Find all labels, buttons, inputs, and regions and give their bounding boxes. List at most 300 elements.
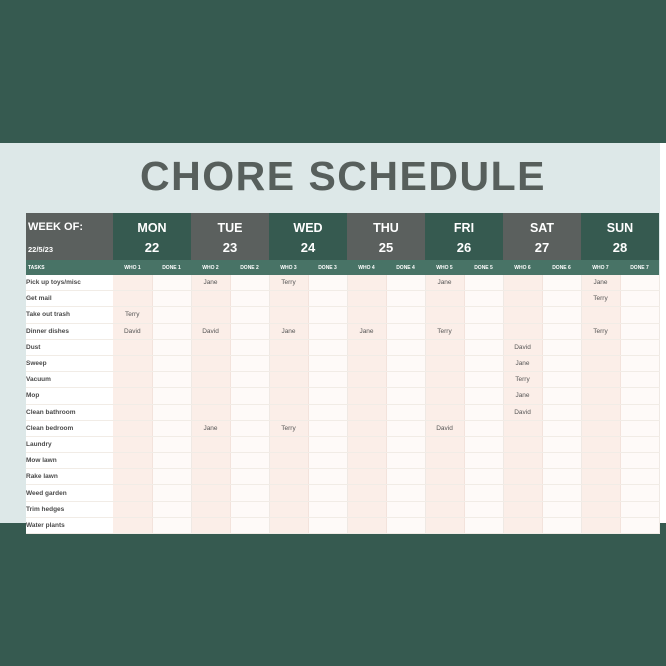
done-cell[interactable]: [152, 355, 191, 371]
done-cell[interactable]: [464, 275, 503, 291]
done-cell[interactable]: [542, 436, 581, 452]
day-name: MON: [137, 221, 167, 235]
who-cell[interactable]: [191, 291, 230, 307]
done-cell[interactable]: [230, 469, 269, 485]
day-name: THU: [373, 221, 399, 235]
done-cell[interactable]: [542, 404, 581, 420]
done-cell[interactable]: [386, 453, 425, 469]
done-cell[interactable]: [230, 372, 269, 388]
who-cell[interactable]: [191, 388, 230, 404]
day-header-row: [26, 213, 659, 260]
done-cell[interactable]: [464, 388, 503, 404]
who-cell[interactable]: [191, 436, 230, 452]
done-cell[interactable]: [230, 404, 269, 420]
done-cell[interactable]: [230, 436, 269, 452]
done-cell[interactable]: [308, 323, 347, 339]
done-cell[interactable]: [620, 388, 659, 404]
who-cell[interactable]: [113, 485, 152, 501]
who-cell[interactable]: [269, 469, 308, 485]
who-cell[interactable]: [347, 307, 386, 323]
done-cell[interactable]: [386, 339, 425, 355]
done-column-header[interactable]: DONE 1: [152, 260, 191, 275]
done-cell[interactable]: [386, 275, 425, 291]
table-row: [26, 307, 659, 323]
who-cell[interactable]: [113, 501, 152, 517]
who-column-header[interactable]: WHO 2: [191, 260, 230, 275]
who-cell[interactable]: [425, 388, 464, 404]
done-cell[interactable]: [230, 388, 269, 404]
done-cell[interactable]: [386, 372, 425, 388]
who-cell[interactable]: David: [425, 420, 464, 436]
done-cell[interactable]: [386, 307, 425, 323]
who-cell[interactable]: [269, 453, 308, 469]
done-cell[interactable]: [542, 388, 581, 404]
done-cell[interactable]: [542, 339, 581, 355]
who-cell[interactable]: Jane: [503, 388, 542, 404]
who-cell[interactable]: [503, 517, 542, 533]
who-cell[interactable]: Jane: [191, 275, 230, 291]
day-number: 22: [144, 240, 160, 255]
who-cell[interactable]: David: [503, 404, 542, 420]
done-cell[interactable]: [152, 339, 191, 355]
who-cell[interactable]: [113, 436, 152, 452]
who-cell[interactable]: [191, 307, 230, 323]
done-cell[interactable]: [620, 517, 659, 533]
done-cell[interactable]: [230, 485, 269, 501]
who-cell[interactable]: [269, 339, 308, 355]
who-cell[interactable]: [191, 517, 230, 533]
done-cell[interactable]: [386, 469, 425, 485]
done-cell[interactable]: [620, 469, 659, 485]
week-of-label: WEEK OF:: [28, 221, 83, 233]
who-cell[interactable]: [347, 469, 386, 485]
task-name-cell[interactable]: Mop: [26, 388, 113, 404]
table-row: [26, 404, 659, 420]
done-cell[interactable]: [152, 388, 191, 404]
done-cell[interactable]: [230, 517, 269, 533]
done-cell[interactable]: [464, 404, 503, 420]
done-cell[interactable]: [464, 453, 503, 469]
who-cell[interactable]: [581, 420, 620, 436]
who-cell[interactable]: [503, 453, 542, 469]
done-cell[interactable]: [464, 420, 503, 436]
day-header-fri[interactable]: [425, 213, 503, 260]
done-cell[interactable]: [620, 436, 659, 452]
done-column-header[interactable]: DONE 4: [386, 260, 425, 275]
done-cell[interactable]: [464, 291, 503, 307]
done-cell[interactable]: [620, 339, 659, 355]
done-cell[interactable]: [464, 307, 503, 323]
who-cell[interactable]: [113, 404, 152, 420]
who-cell[interactable]: [113, 275, 152, 291]
table-row: [26, 501, 659, 517]
done-cell[interactable]: [620, 307, 659, 323]
done-cell[interactable]: [542, 355, 581, 371]
table-row: [26, 275, 659, 291]
who-cell[interactable]: [425, 453, 464, 469]
who-cell[interactable]: Jane: [191, 420, 230, 436]
day-name: WED: [293, 221, 323, 235]
who-column-header[interactable]: WHO 7: [581, 260, 620, 275]
done-cell[interactable]: [542, 291, 581, 307]
who-cell[interactable]: [503, 501, 542, 517]
table-row: [26, 323, 659, 339]
done-cell[interactable]: [308, 388, 347, 404]
who-cell[interactable]: [347, 501, 386, 517]
task-name-cell[interactable]: Rake lawn: [26, 469, 113, 485]
who-cell[interactable]: [347, 388, 386, 404]
table-row: [26, 453, 659, 469]
who-cell[interactable]: [113, 420, 152, 436]
table-row: [26, 291, 659, 307]
who-cell[interactable]: David: [503, 339, 542, 355]
who-cell[interactable]: [425, 469, 464, 485]
task-name-cell[interactable]: Weed garden: [26, 485, 113, 501]
who-cell[interactable]: [191, 404, 230, 420]
day-header-wed[interactable]: [269, 213, 347, 260]
who-cell[interactable]: Terry: [581, 323, 620, 339]
task-name-cell[interactable]: Water plants: [26, 517, 113, 533]
who-cell[interactable]: Jane: [503, 355, 542, 371]
done-cell[interactable]: [620, 372, 659, 388]
who-cell[interactable]: [347, 436, 386, 452]
done-cell[interactable]: [620, 323, 659, 339]
done-cell[interactable]: [308, 307, 347, 323]
page-title: CHORE SCHEDULE: [140, 153, 546, 199]
who-cell[interactable]: [581, 436, 620, 452]
who-column-header[interactable]: WHO 4: [347, 260, 386, 275]
task-name-cell[interactable]: Sweep: [26, 355, 113, 371]
day-number: 23: [222, 240, 238, 255]
who-cell[interactable]: [269, 372, 308, 388]
day-number: 26: [456, 240, 472, 255]
who-column-header[interactable]: WHO 5: [425, 260, 464, 275]
done-cell[interactable]: [152, 469, 191, 485]
day-number: 28: [612, 240, 628, 255]
who-cell[interactable]: [581, 404, 620, 420]
who-column-header[interactable]: WHO 6: [503, 260, 542, 275]
who-cell[interactable]: Terry: [581, 291, 620, 307]
done-cell[interactable]: [620, 404, 659, 420]
done-cell[interactable]: [152, 372, 191, 388]
done-column-header[interactable]: DONE 5: [464, 260, 503, 275]
day-name: TUE: [217, 221, 243, 235]
who-cell[interactable]: [113, 372, 152, 388]
task-name-cell[interactable]: Take out trash: [26, 307, 113, 323]
table-row: [26, 436, 659, 452]
who-cell[interactable]: [581, 355, 620, 371]
done-cell[interactable]: [464, 501, 503, 517]
who-cell[interactable]: [113, 453, 152, 469]
day-header-tue[interactable]: [191, 213, 269, 260]
who-cell[interactable]: Terry: [269, 420, 308, 436]
chore-table: [26, 213, 660, 534]
who-cell[interactable]: [503, 469, 542, 485]
done-cell[interactable]: [386, 355, 425, 371]
done-cell[interactable]: [620, 420, 659, 436]
done-cell[interactable]: [230, 307, 269, 323]
who-cell[interactable]: [581, 388, 620, 404]
done-cell[interactable]: [230, 355, 269, 371]
done-cell[interactable]: [464, 355, 503, 371]
day-name: FRI: [453, 221, 475, 235]
done-cell[interactable]: [386, 436, 425, 452]
done-cell[interactable]: [230, 275, 269, 291]
done-cell[interactable]: [386, 404, 425, 420]
who-cell[interactable]: [269, 436, 308, 452]
done-cell[interactable]: [308, 372, 347, 388]
day-number: 27: [534, 240, 550, 255]
done-cell[interactable]: [308, 275, 347, 291]
task-name-cell[interactable]: Mow lawn: [26, 453, 113, 469]
who-cell[interactable]: [113, 355, 152, 371]
done-cell[interactable]: [386, 323, 425, 339]
who-cell[interactable]: [503, 323, 542, 339]
who-cell[interactable]: [113, 339, 152, 355]
who-cell[interactable]: [581, 469, 620, 485]
who-cell[interactable]: [269, 517, 308, 533]
who-cell[interactable]: [191, 453, 230, 469]
day-number: 24: [300, 240, 316, 255]
who-cell[interactable]: [269, 291, 308, 307]
done-cell[interactable]: [464, 469, 503, 485]
done-cell[interactable]: [542, 275, 581, 291]
done-cell[interactable]: [308, 291, 347, 307]
who-cell[interactable]: [425, 339, 464, 355]
done-cell[interactable]: [152, 275, 191, 291]
who-cell[interactable]: [503, 420, 542, 436]
who-cell[interactable]: [347, 291, 386, 307]
who-cell[interactable]: [269, 404, 308, 420]
done-cell[interactable]: [230, 323, 269, 339]
task-name-cell[interactable]: Clean bathroom: [26, 404, 113, 420]
who-cell[interactable]: [347, 404, 386, 420]
who-cell[interactable]: [581, 307, 620, 323]
task-name-cell[interactable]: Get mail: [26, 291, 113, 307]
done-cell[interactable]: [230, 501, 269, 517]
who-cell[interactable]: [191, 339, 230, 355]
who-cell[interactable]: [503, 275, 542, 291]
who-cell[interactable]: [347, 339, 386, 355]
done-cell[interactable]: [464, 339, 503, 355]
who-cell[interactable]: [581, 339, 620, 355]
who-cell[interactable]: [113, 517, 152, 533]
done-cell[interactable]: [308, 355, 347, 371]
done-cell[interactable]: [542, 372, 581, 388]
who-cell[interactable]: Jane: [269, 323, 308, 339]
done-cell[interactable]: [308, 404, 347, 420]
who-cell[interactable]: [503, 485, 542, 501]
done-cell[interactable]: [152, 501, 191, 517]
done-cell[interactable]: [308, 339, 347, 355]
done-cell[interactable]: [152, 453, 191, 469]
day-header-mon[interactable]: [113, 213, 191, 260]
who-cell[interactable]: Terry: [113, 307, 152, 323]
done-cell[interactable]: [542, 420, 581, 436]
who-cell[interactable]: [581, 372, 620, 388]
done-cell[interactable]: [542, 469, 581, 485]
who-cell[interactable]: Jane: [347, 323, 386, 339]
who-cell[interactable]: [269, 388, 308, 404]
done-cell[interactable]: [230, 339, 269, 355]
done-cell[interactable]: [386, 291, 425, 307]
done-cell[interactable]: [620, 291, 659, 307]
who-cell[interactable]: [191, 372, 230, 388]
done-cell[interactable]: [386, 517, 425, 533]
who-column-header[interactable]: WHO 3: [269, 260, 308, 275]
day-name: SUN: [606, 221, 634, 235]
done-cell[interactable]: [386, 485, 425, 501]
who-cell[interactable]: [581, 485, 620, 501]
done-cell[interactable]: [542, 501, 581, 517]
who-cell[interactable]: [113, 291, 152, 307]
who-cell[interactable]: [581, 453, 620, 469]
done-cell[interactable]: [308, 420, 347, 436]
who-cell[interactable]: Terry: [425, 323, 464, 339]
done-cell[interactable]: [152, 420, 191, 436]
who-cell[interactable]: Jane: [425, 275, 464, 291]
done-cell[interactable]: [152, 436, 191, 452]
who-cell[interactable]: [425, 485, 464, 501]
who-cell[interactable]: [113, 388, 152, 404]
who-cell[interactable]: [191, 485, 230, 501]
who-cell[interactable]: [113, 469, 152, 485]
who-cell[interactable]: [347, 453, 386, 469]
task-name-cell[interactable]: Laundry: [26, 436, 113, 452]
who-cell[interactable]: [191, 501, 230, 517]
who-cell[interactable]: [425, 404, 464, 420]
who-cell[interactable]: Terry: [503, 372, 542, 388]
table-row: [26, 469, 659, 485]
week-of-cell[interactable]: [26, 213, 113, 260]
who-cell[interactable]: [269, 355, 308, 371]
who-cell[interactable]: [191, 355, 230, 371]
table-row: [26, 372, 659, 388]
done-cell[interactable]: [464, 436, 503, 452]
done-cell[interactable]: [464, 323, 503, 339]
who-cell[interactable]: [347, 372, 386, 388]
done-cell[interactable]: [308, 517, 347, 533]
done-cell[interactable]: [620, 485, 659, 501]
day-header-sat[interactable]: [503, 213, 581, 260]
who-cell[interactable]: [425, 307, 464, 323]
task-name-cell[interactable]: Dust: [26, 339, 113, 355]
done-column-header[interactable]: DONE 3: [308, 260, 347, 275]
who-cell[interactable]: [269, 501, 308, 517]
table-row: [26, 388, 659, 404]
done-cell[interactable]: [308, 485, 347, 501]
who-cell[interactable]: David: [191, 323, 230, 339]
table-row: [26, 517, 659, 533]
done-cell[interactable]: [542, 517, 581, 533]
done-cell[interactable]: [308, 436, 347, 452]
done-cell[interactable]: [386, 420, 425, 436]
done-cell[interactable]: [620, 275, 659, 291]
who-cell[interactable]: [347, 420, 386, 436]
table-row: [26, 485, 659, 501]
who-cell[interactable]: Jane: [581, 275, 620, 291]
who-cell[interactable]: [425, 517, 464, 533]
who-cell[interactable]: David: [113, 323, 152, 339]
done-cell[interactable]: [542, 307, 581, 323]
done-cell[interactable]: [542, 323, 581, 339]
who-cell[interactable]: [425, 355, 464, 371]
done-cell[interactable]: [542, 485, 581, 501]
who-column-header[interactable]: WHO 1: [113, 260, 152, 275]
done-cell[interactable]: [230, 420, 269, 436]
done-cell[interactable]: [620, 501, 659, 517]
day-number: 25: [378, 240, 394, 255]
done-cell[interactable]: [386, 388, 425, 404]
done-cell[interactable]: [464, 372, 503, 388]
who-cell[interactable]: [503, 307, 542, 323]
who-cell[interactable]: [425, 501, 464, 517]
done-cell[interactable]: [464, 517, 503, 533]
task-name-cell[interactable]: Trim hedges: [26, 501, 113, 517]
day-name: SAT: [529, 221, 555, 235]
who-cell[interactable]: Terry: [269, 275, 308, 291]
done-column-header[interactable]: DONE 2: [230, 260, 269, 275]
done-cell[interactable]: [542, 453, 581, 469]
done-cell[interactable]: [386, 501, 425, 517]
done-cell[interactable]: [152, 323, 191, 339]
done-cell[interactable]: [230, 291, 269, 307]
who-cell[interactable]: [425, 372, 464, 388]
who-cell[interactable]: [347, 275, 386, 291]
tasks-column-header[interactable]: TASKS: [26, 260, 113, 275]
who-cell[interactable]: [581, 501, 620, 517]
task-name-cell[interactable]: Dinner dishes: [26, 323, 113, 339]
who-cell[interactable]: [503, 436, 542, 452]
done-cell[interactable]: [620, 355, 659, 371]
task-name-cell[interactable]: Clean bedroom: [26, 420, 113, 436]
done-cell[interactable]: [152, 485, 191, 501]
done-cell[interactable]: [152, 404, 191, 420]
done-cell[interactable]: [152, 307, 191, 323]
done-cell[interactable]: [308, 453, 347, 469]
table-row: [26, 339, 659, 355]
week-of-date: 22/5/23: [28, 245, 54, 254]
done-cell[interactable]: [152, 291, 191, 307]
table-row: [26, 355, 659, 371]
done-cell[interactable]: [620, 453, 659, 469]
done-cell[interactable]: [464, 485, 503, 501]
column-header-row: [26, 260, 659, 275]
table-row: [26, 420, 659, 436]
who-cell[interactable]: [503, 291, 542, 307]
who-cell[interactable]: [347, 517, 386, 533]
who-cell[interactable]: [347, 485, 386, 501]
sheet-edge: [660, 143, 666, 523]
who-cell[interactable]: [581, 517, 620, 533]
who-cell[interactable]: [347, 355, 386, 371]
done-column-header[interactable]: DONE 7: [620, 260, 659, 275]
task-name-cell[interactable]: Vacuum: [26, 372, 113, 388]
who-cell[interactable]: [269, 485, 308, 501]
who-cell[interactable]: [191, 469, 230, 485]
who-cell[interactable]: [269, 307, 308, 323]
who-cell[interactable]: [425, 436, 464, 452]
day-header-sun[interactable]: [581, 213, 659, 260]
who-cell[interactable]: [425, 291, 464, 307]
day-header-thu[interactable]: [347, 213, 425, 260]
task-name-cell[interactable]: Pick up toys/misc: [26, 275, 113, 291]
done-cell[interactable]: [308, 469, 347, 485]
done-cell[interactable]: [308, 501, 347, 517]
done-cell[interactable]: [230, 453, 269, 469]
done-column-header[interactable]: DONE 6: [542, 260, 581, 275]
done-cell[interactable]: [152, 517, 191, 533]
